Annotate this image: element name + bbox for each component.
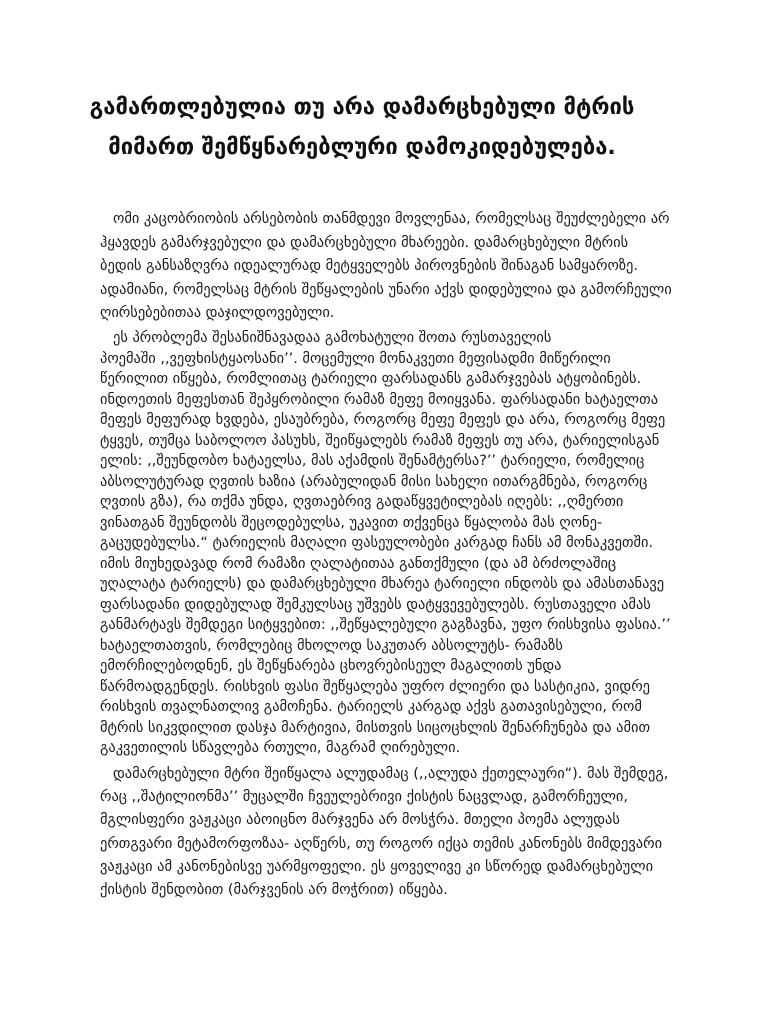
paragraph-2 (100, 328, 671, 759)
paragraph-line: ერთგვარი მეტამორფოზაა- აღწერს, თუ როგორ იქცა თემის კანონებს მიმდევარი (100, 835, 663, 852)
paragraph-line: ბედის განსაზღვრა იდეალურად მეტყველებს პიროვნების შინაგან სამყაროზე. (100, 258, 638, 274)
paragraph-line: რისხვის თვალნათლივ გამოჩენა. ტარიელს კარგად აქვს გათავისებული, რომ (100, 699, 642, 715)
paragraph-line: მეფეს მეფურად ხვდება, ესაუბრება, როგორც მეფე მეფეს და არა, როგორც მეფე (100, 412, 666, 428)
paragraph-line: გაცუდებულსა.“ ტარიელის მაღალი ფასეულობები კარგად ჩანს ამ მონაკვეთში. (100, 535, 654, 551)
paragraph-line: აბსოლუტურად ღვთის ხაზია (არაბულიდან მისი სახელი ითარგმნება, როგორც (100, 473, 648, 490)
title-line: გამართლებულია თუ არა დამარცხებული მტრის (89, 95, 635, 120)
paragraph-line: ემორჩილებოდნენ, ეს შეწყნარება ცხოვრებისეულ მაგალითს უნდა (100, 658, 562, 674)
paragraph-line: ინდოეთის მეფესთან შეპყრობილი რამაზ მეფე მოიყვანა. ფარსადანი ხატაელთა (100, 391, 659, 408)
paragraph-line: ღვთის გზა), რა თქმა უნდა, ღვთაებრივ გადაწყვეტილებას იღებს: ,,ღმერთი (100, 494, 624, 510)
paragraph-line: ეს პრობლემა შესანიშნავადაა გამოხატული შოთა რუსთაველის (113, 330, 552, 346)
paragraph-line: ომი კაცობრიობის არსებობის თანმდევი მოვლენაა, რომელსაც შეუძლებელი არ (113, 211, 670, 227)
paragraph-line: ფარსადანი დიდებულად შემკულსაც უშვებს დატყვევებულებს. რუსთაველი ამას (100, 596, 651, 613)
paragraph-line: ქისტის შენდობით (მარჯვენის არ მოჭრით) იწყება. (100, 882, 448, 899)
paragraph-line: რაც ,,შატილიონმა’’ მუცალში ჩვეულებრივი ქისტის ნაცვლად, გამორჩეული, (100, 789, 628, 806)
paragraph-line: იმის მიუხედავად რომ რამაზი ღალატითაა განთქმული (და ამ ბრძოლაშიც (100, 555, 617, 572)
paragraph-line: დამარცხებული მტრი შეიწყალა ალუდამაც (,,ალუდა ქეთელაური“). მას შემდეგ, (113, 766, 669, 782)
title-line: მიმართ შემწყნარებლური დამოკიდებულება. (108, 135, 616, 160)
paragraph-3 (100, 763, 668, 902)
paragraph-line: ვაჟკაცი ამ კანონებისვე უარმყოფელი. ეს ყოველივე კი სწორედ დამარცხებული (100, 858, 654, 875)
paragraph-line: წერილით იწყება, რომლითაც ტარიელი ფარსადანს გამარჯვებას ატყობინებს. (100, 371, 642, 387)
paragraph-1 (100, 208, 672, 326)
paragraph-line: მტრის სიკვდილით დასჯა მარტივია, მისთვის სიცოცხლის შენარჩუნება და ამით (100, 719, 651, 736)
paragraph-line: ვინათგან შეუნდობს შეცოდებულსა, უკავით თქვენცა წყალობა მას ღონე- (100, 514, 603, 531)
paragraph-line: განმარტავს შემდეგი სიტყვებით: ,,შეწყალებული გაგზავნა, უფო რისხვისა ფასია.’’ (100, 617, 671, 633)
paragraph-line: ხატაელთათვის, რომლებიც მხოლოდ საკუთარ აბსოლუტს- რამაზს (100, 637, 563, 654)
paragraph-line: უღალატა ტარიელს) და დამარცხებული მხარეა ტარიელი ინდობს და ამასთანავე (100, 576, 665, 592)
paragraph-line: ელის: ,,შეუნდობო ხატაელსა, მას აქამდის შენამტერსა?’’ ტარიელი, რომელიც (100, 453, 645, 469)
paragraph-line: გაკვეთილის სწავლება რთული, მაგრამ ღირებული. (100, 740, 461, 756)
document-title (0, 88, 724, 168)
paragraph-line: ტყვეს, თუმცა საბოლოო პასუხს, შეიწყალებს რამაზ მეფეს თუ არა, ტარიელისგან (100, 432, 660, 449)
paragraph-line: ადამიანი, რომელსაც მტრის შეწყალების უნარი აქვს დიდებულია და გამორჩეული (100, 281, 672, 298)
paragraph-line: ჰყავდეს გამარჯვებული და დამარცხებული მხარეები. დამარცხებული მტრის (100, 234, 629, 251)
paragraph-line: მგლისფერი ვაჟკაცი აბოიცნო მარჯვენა არ მოსჭრა. მთელი პოემა ალუდას (100, 812, 620, 829)
paragraph-line: ღირსებებითაა დაჯილდოვებული. (100, 305, 335, 321)
paragraph-line: პოემაში ,,ვეფხისტყაოსანი’’. მოცემული მონაკვეთი მეფისადმი მიწერილი (100, 350, 611, 367)
paragraph-line: წარმოადგენდეს. რისხვის ფასი შეწყალება უფრო ძლიერი და სასტიკია, ვიდრე (100, 678, 651, 695)
